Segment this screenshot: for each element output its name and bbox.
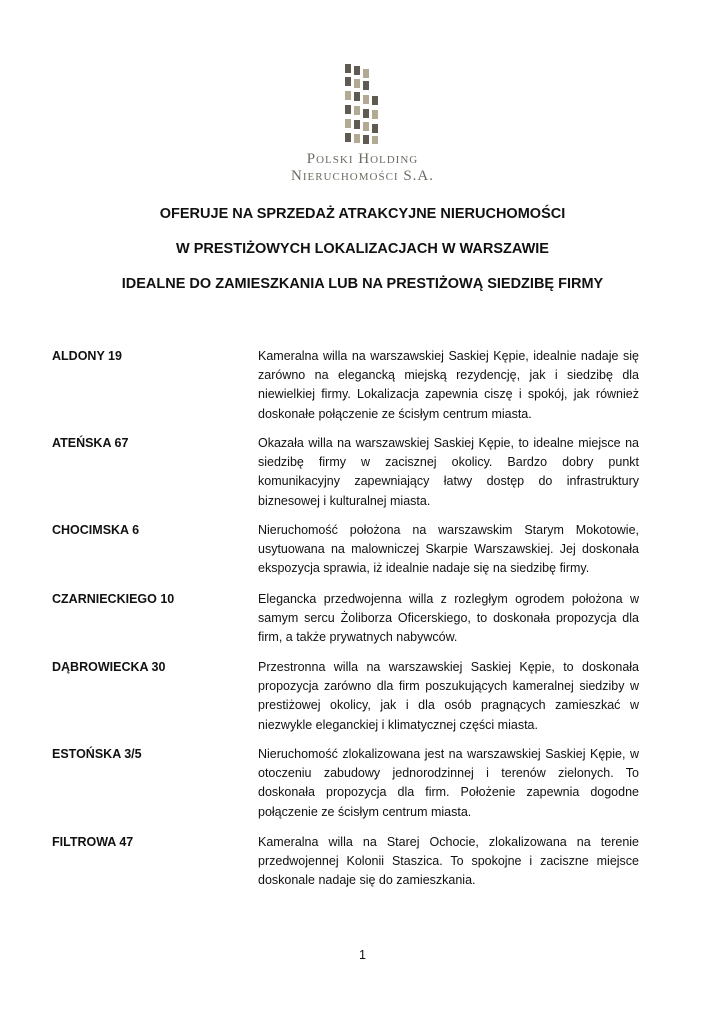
listing-description: Nieruchomość położona na warszawskim Starym Mokotowie, usytuowana na malowniczej Skarpie Warszawskiej. Jej doskonała ekspozycja sprawia, iż idealnie nadaje się na siedzibę firmy. bbox=[258, 523, 639, 576]
listing-description: Przestronna willa na warszawskiej Saskiej Kępie, to doskonała propozycja zarówno dla firm poszukujących kameralnej siedziby w prestiżowej okolicy, jak i dla osób pragnących zamieszkać w niezwykle eleganckiej i klimatycznej części miasta. bbox=[258, 660, 639, 732]
listing-description: Elegancka przedwojenna willa z rozległym ogrodem położona w samym sercu Żoliborza Oficerskiego, to doskonała propozycja dla firm, a także prywatnych nabywców. bbox=[258, 592, 639, 645]
page-number: 1 bbox=[359, 948, 366, 962]
listing-name: ALDONY 19 bbox=[52, 349, 122, 363]
brand-name-line2: Nieruchomości S.A. bbox=[291, 168, 434, 184]
heading-line-2: W PRESTIŻOWYCH LOKALIZACJACH W WARSZAWIE bbox=[176, 241, 549, 257]
listing-description: Kameralna willa na Starej Ochocie, zlokalizowana na terenie przedwojennej Kolonii Staszica. To spokojne i zaciszne miejsce doskonale nadaje się do zamieszkania. bbox=[258, 835, 639, 888]
listing-description: Okazała willa na warszawskiej Saskiej Kępie, to idealne miejsce na siedzibę firmy w zacisznej okolicy. Bardzo dobry punkt komunikacyjny zapewniający łatwy dostęp do infrastruktury biznesowej i kulturalnej miasta. bbox=[258, 436, 639, 508]
heading-line-1: OFERUJE NA SPRZEDAŻ ATRAKCYJNE NIERUCHOMOŚCI bbox=[159, 206, 566, 222]
listing-name: ESTOŃSKA 3/5 bbox=[52, 747, 142, 761]
brand-name-line1: Polski Holding bbox=[306, 151, 419, 167]
listing-name: CHOCIMSKA 6 bbox=[52, 523, 140, 537]
listing-name: ATEŃSKA 67 bbox=[52, 436, 129, 450]
listing-description: Kameralna willa na warszawskiej Saskiej Kępie, idealnie nadaje się zarówno na elegancką miejską rezydencję, jak i siedzibę dla niewielkiej firmy. Lokalizacja zapewnia ciszę i spokój, jak również doskonałe połączenie ze ścisłym centrum miasta. bbox=[258, 349, 639, 421]
building-logo-icon bbox=[343, 60, 383, 145]
company-logo bbox=[0, 60, 725, 185]
offer-headings bbox=[0, 205, 725, 293]
listing-name: CZARNIECKIEGO 10 bbox=[52, 592, 175, 606]
listing-name: FILTROWA 47 bbox=[52, 835, 134, 849]
listing-name: DĄBROWIECKA 30 bbox=[52, 660, 166, 674]
heading-line-3: IDEALNE DO ZAMIESZKANIA LUB NA PRESTIŻOWĄ SIEDZIBĘ FIRMY bbox=[121, 276, 604, 292]
listing-description: Nieruchomość zlokalizowana jest na warszawskiej Saskiej Kępie, w otoczeniu zabudowy jednorodzinnej i terenów zielonych. To doskonała propozycja dla firm. Położenie zapewnia dogodne połączenie ze ścisłym centrum miasta. bbox=[258, 747, 639, 819]
